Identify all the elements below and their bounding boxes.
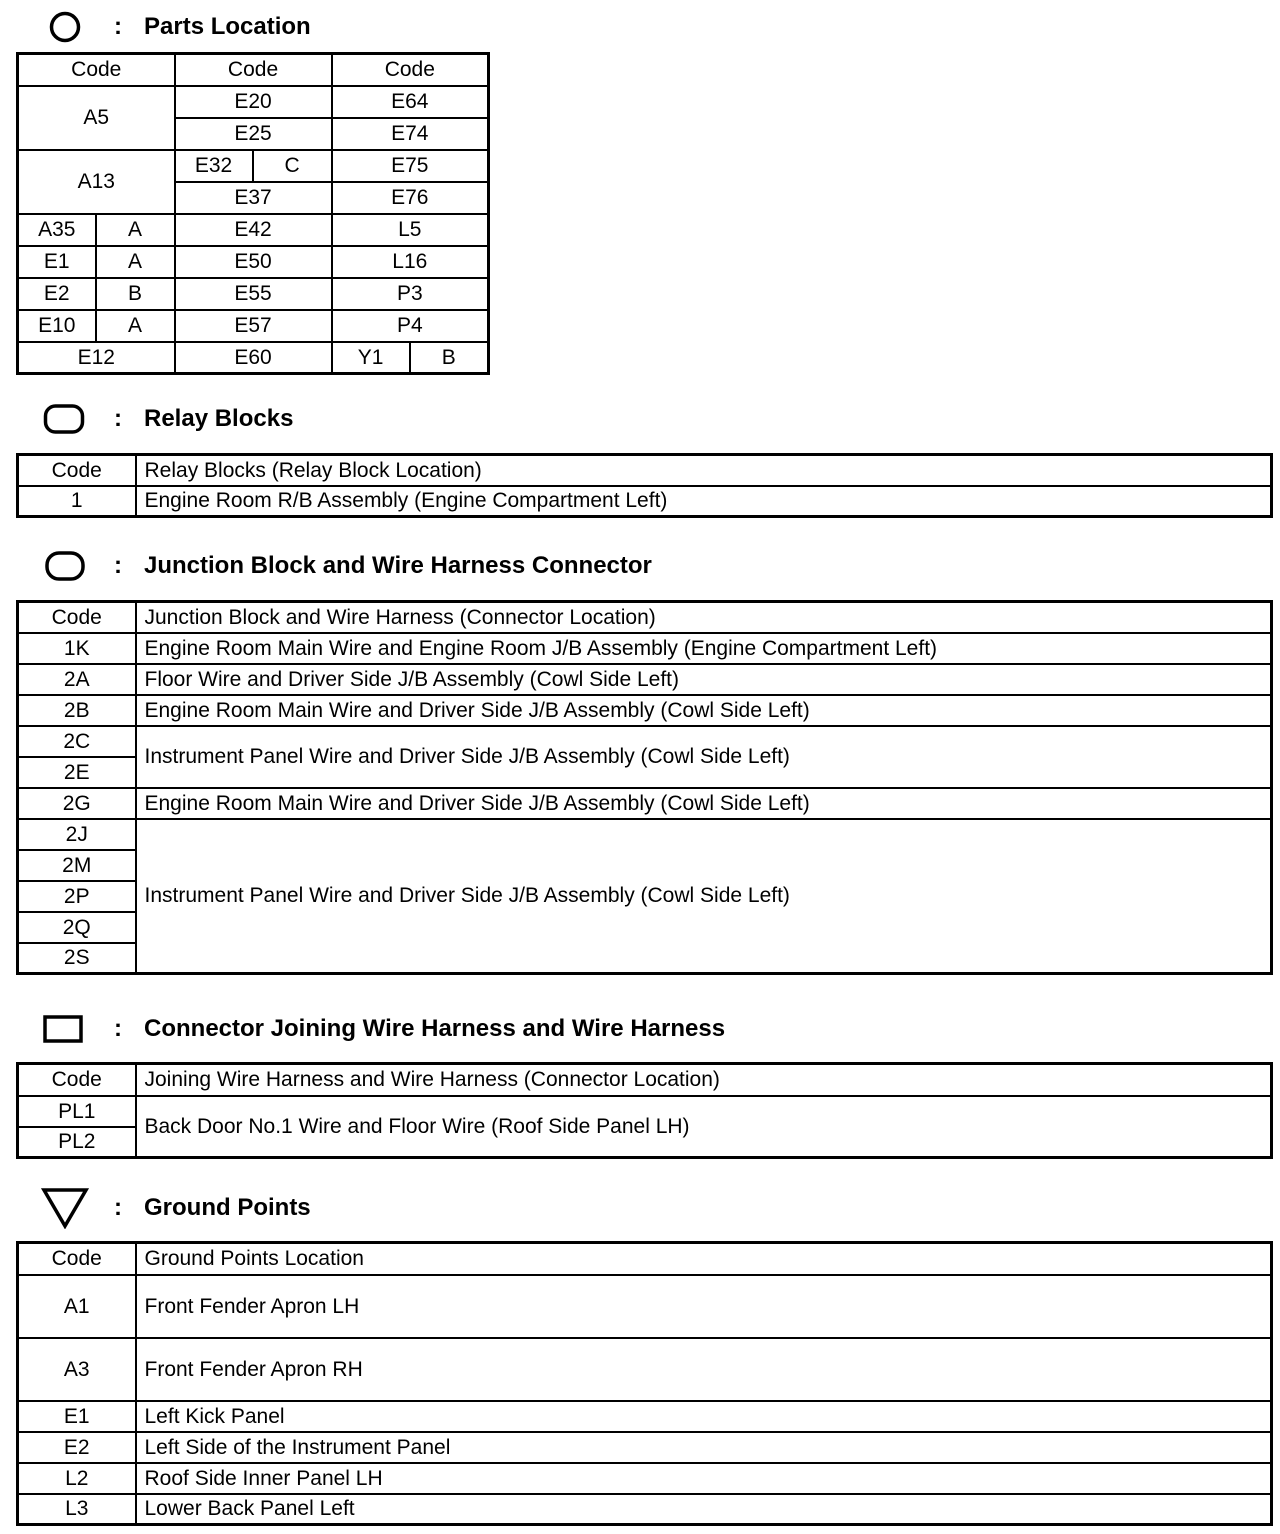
junction-location: Instrument Panel Wire and Driver Side J/B Assembly (Cowl Side Left) <box>136 819 1272 974</box>
section-title: Junction Block and Wire Harness Connector <box>144 552 652 579</box>
junction-code: 2M <box>18 850 136 881</box>
junction-block-header <box>40 546 652 586</box>
part-code: E42 <box>175 214 332 246</box>
ground-points-table <box>16 1241 1273 1526</box>
junction-code: 2G <box>18 788 136 819</box>
column-header-code: Code <box>18 1064 136 1096</box>
column-header-code: Code <box>18 455 136 486</box>
junction-code: 1K <box>18 633 136 664</box>
part-code: E60 <box>175 342 332 374</box>
junction-code: 2E <box>18 757 136 788</box>
part-code: E55 <box>175 278 332 310</box>
ground-points-header <box>40 1188 311 1228</box>
rounded-rect-icon <box>40 399 90 439</box>
junction-code: 2J <box>18 819 136 850</box>
column-header-description: Junction Block and Wire Harness (Connector Location) <box>136 602 1272 633</box>
ground-code: A3 <box>18 1338 136 1401</box>
part-connector-letter: B <box>96 278 175 310</box>
part-connector-letter: B <box>410 342 489 374</box>
part-code: E57 <box>175 310 332 342</box>
junction-code: 2Q <box>18 912 136 943</box>
part-code: E37 <box>175 182 332 214</box>
section-title: Relay Blocks <box>144 405 294 432</box>
header-colon: : <box>114 1194 122 1221</box>
part-code: E50 <box>175 246 332 278</box>
part-code: A35 <box>18 214 96 246</box>
relay-block-location: Engine Room R/B Assembly (Engine Compartment Left) <box>136 486 1272 517</box>
column-header-description: Ground Points Location <box>136 1243 1272 1275</box>
part-code: P3 <box>332 278 489 310</box>
parts-location-header <box>40 7 311 47</box>
ground-location: Roof Side Inner Panel LH <box>136 1463 1272 1494</box>
part-code: E1 <box>18 246 96 278</box>
part-code: E20 <box>175 86 332 118</box>
connector-location: Back Door No.1 Wire and Floor Wire (Roof Side Panel LH) <box>136 1096 1272 1158</box>
part-code: P4 <box>332 310 489 342</box>
junction-block-table <box>16 600 1273 975</box>
section-title: Ground Points <box>144 1194 311 1221</box>
relay-block-code: 1 <box>18 486 136 517</box>
header-colon: : <box>114 405 122 432</box>
part-code: A13 <box>18 150 175 214</box>
ground-code: L3 <box>18 1494 136 1525</box>
relay-blocks-table <box>16 453 1273 518</box>
ground-code: E2 <box>18 1432 136 1463</box>
column-header-description: Joining Wire Harness and Wire Harness (Connector Location) <box>136 1064 1272 1096</box>
junction-location: Engine Room Main Wire and Engine Room J/B Assembly (Engine Compartment Left) <box>136 633 1272 664</box>
junction-location: Floor Wire and Driver Side J/B Assembly (Cowl Side Left) <box>136 664 1272 695</box>
column-header-code: Code <box>332 54 489 86</box>
section-title: Parts Location <box>144 13 311 40</box>
relay-blocks-header <box>40 399 293 439</box>
column-header-description: Relay Blocks (Relay Block Location) <box>136 455 1272 486</box>
header-colon: : <box>114 13 122 40</box>
header-colon: : <box>114 1015 122 1042</box>
rectangle-icon <box>40 1009 90 1049</box>
part-code: E75 <box>332 150 489 182</box>
column-header-code: Code <box>18 54 175 86</box>
part-code: E76 <box>332 182 489 214</box>
junction-code: 2S <box>18 943 136 974</box>
circle-icon <box>40 7 90 47</box>
ground-location: Front Fender Apron LH <box>136 1275 1272 1338</box>
column-header-code: Code <box>18 1243 136 1275</box>
part-code: E12 <box>18 342 175 374</box>
part-code: E25 <box>175 118 332 150</box>
part-code: Y1 <box>332 342 410 374</box>
part-code: E2 <box>18 278 96 310</box>
ground-code: A1 <box>18 1275 136 1338</box>
part-code: E32 <box>175 150 253 182</box>
junction-code: 2B <box>18 695 136 726</box>
ground-location: Front Fender Apron RH <box>136 1338 1272 1401</box>
rounded-rect-icon <box>40 546 90 586</box>
connector-joining-header <box>40 1009 725 1049</box>
part-code: E64 <box>332 86 489 118</box>
junction-location: Engine Room Main Wire and Driver Side J/B Assembly (Cowl Side Left) <box>136 788 1272 819</box>
junction-code: 2C <box>18 726 136 757</box>
connector-joining-table <box>16 1062 1273 1159</box>
ground-location: Left Side of the Instrument Panel <box>136 1432 1272 1463</box>
junction-code: 2A <box>18 664 136 695</box>
junction-location: Engine Room Main Wire and Driver Side J/B Assembly (Cowl Side Left) <box>136 695 1272 726</box>
connector-code: PL2 <box>18 1127 136 1158</box>
part-code: E74 <box>332 118 489 150</box>
ground-code: L2 <box>18 1463 136 1494</box>
ground-location: Left Kick Panel <box>136 1401 1272 1432</box>
junction-code: 2P <box>18 881 136 912</box>
parts-location-table <box>16 52 490 375</box>
part-code: L16 <box>332 246 489 278</box>
part-code: L5 <box>332 214 489 246</box>
ground-location: Lower Back Panel Left <box>136 1494 1272 1525</box>
header-colon: : <box>114 552 122 579</box>
part-code: E10 <box>18 310 96 342</box>
column-header-code: Code <box>18 602 136 633</box>
junction-location: Instrument Panel Wire and Driver Side J/B Assembly (Cowl Side Left) <box>136 726 1272 788</box>
section-title: Connector Joining Wire Harness and Wire Harness <box>144 1015 726 1042</box>
triangle-down-icon <box>40 1188 90 1228</box>
column-header-code: Code <box>175 54 332 86</box>
connector-code: PL1 <box>18 1096 136 1127</box>
part-connector-letter: C <box>253 150 332 182</box>
part-code: A5 <box>18 86 175 150</box>
ground-code: E1 <box>18 1401 136 1432</box>
part-connector-letter: A <box>96 246 175 278</box>
part-connector-letter: A <box>96 214 175 246</box>
part-connector-letter: A <box>96 310 175 342</box>
